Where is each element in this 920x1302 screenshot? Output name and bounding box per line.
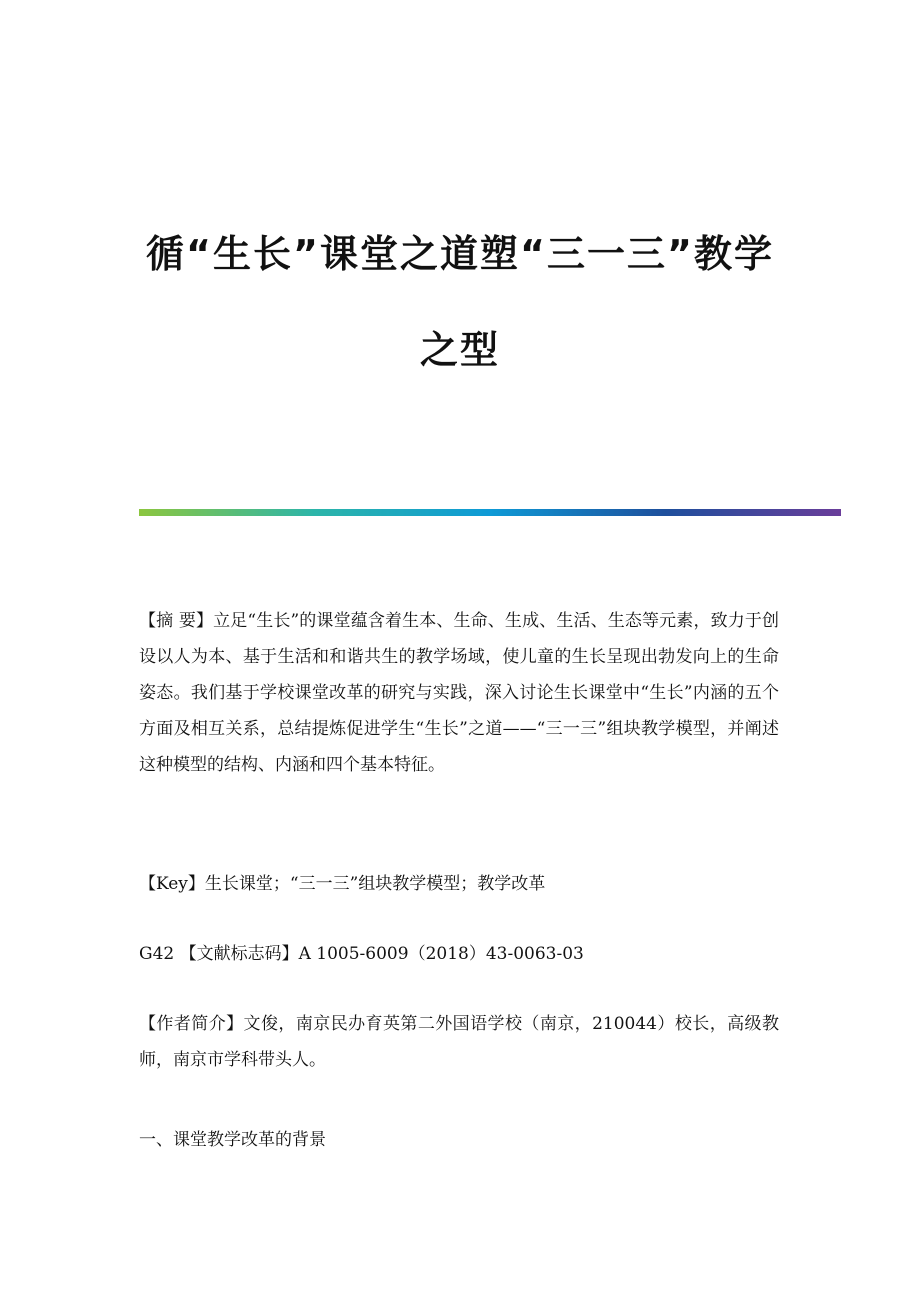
- title-line-2: 之型: [419, 328, 500, 372]
- gradient-divider: [139, 509, 841, 516]
- keywords-line: 【Key】生长课堂；“三一三”组块教学模型；教学改革: [139, 874, 546, 894]
- title-line-1: 循“生长”课堂之道塑“三一三”教学: [146, 232, 774, 276]
- classification-code-line: G42 【文献标志码】A 1005-6009（2018）43-0063-03: [139, 944, 584, 964]
- abstract-paragraph: 【摘 要】立足“生长”的课堂蕴含着生本、生命、生成、生活、生态等元素，致力于创设以人为本、基于生活和和谐共生的教学场域，使儿童的生长呈现出勃发向上的生命姿态。我们基于学校课堂改革的研究与实践，深入讨论生长课堂中“生长”内涵的五个方面及相互关系，总结提炼促进学生“生长”之道——“三一三”组块教学模型，并阐述这种模型的结构、内涵和四个基本特征。: [139, 611, 779, 775]
- author-bio-paragraph: 【作者简介】文俊，南京民办育英第二外国语学校（南京，210044）校长，高级教师，南京市学科带头人。: [139, 1014, 779, 1070]
- section-heading: 一、课堂教学改革的背景: [139, 1130, 326, 1150]
